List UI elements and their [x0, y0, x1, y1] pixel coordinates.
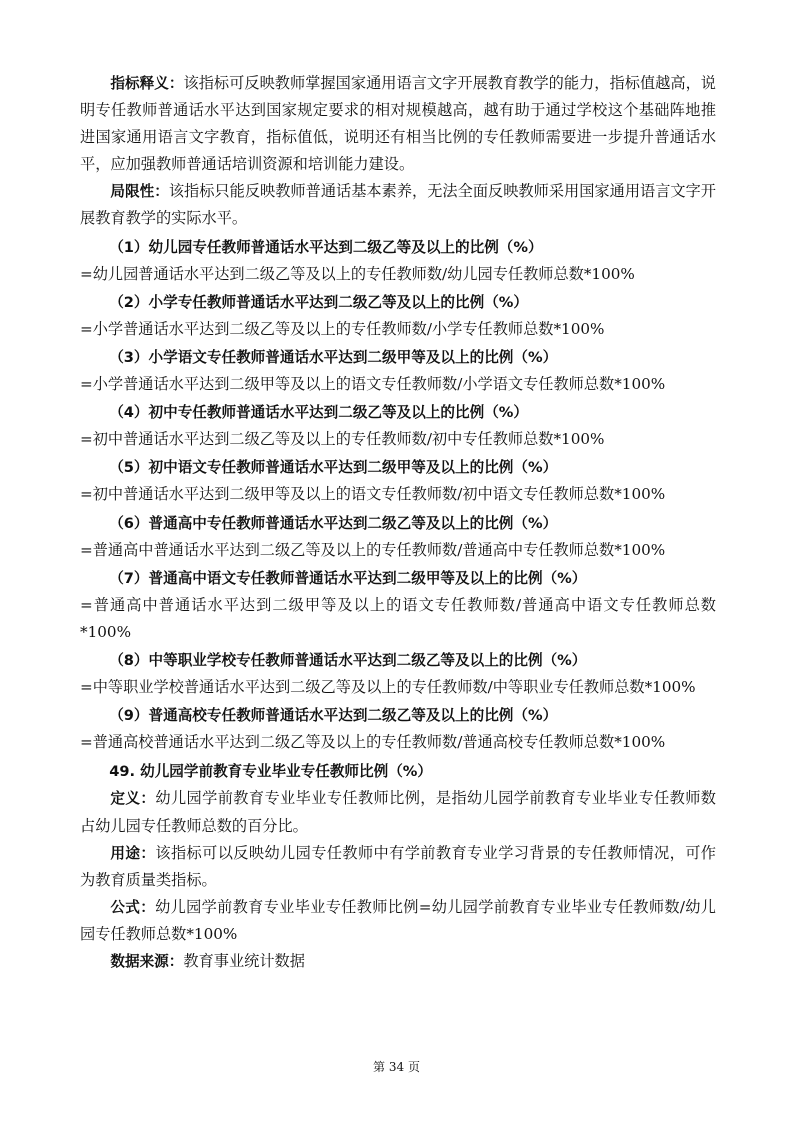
item-1-formula: =幼儿园普通话水平达到二级乙等及以上的专任教师数/幼儿园专任教师总数*100%: [80, 264, 635, 283]
item-4-formula: =初中普通话水平达到二级乙等及以上的专任教师数/初中专任教师总数*100%: [80, 430, 605, 449]
usage-text: 该指标可以反映幼儿园专任教师中有学前教育专业学习背景的专任教师情况，可作为教育质量类指标。: [80, 843, 716, 889]
item-4-title: （4）初中专任教师普通话水平达到二级乙等及以上的比例（%）: [109, 404, 528, 422]
formula-text: 幼儿园学前教育专业毕业专任教师比例=幼儿园学前教育专业毕业专任教师数/幼儿园专任教师总数*100%: [80, 897, 716, 943]
item-2-title: （2）小学专任教师普通话水平达到二级乙等及以上的比例（%）: [109, 293, 528, 311]
source-text: 教育事业统计数据: [183, 952, 305, 970]
item-5-formula: =初中普通话水平达到二级甲等及以上的语文专任教师数/初中语文专任教师总数*100%: [80, 485, 666, 504]
explanation-paragraph: [80, 70, 716, 178]
usage-paragraph: [80, 840, 716, 894]
item-6-formula: =普通高中普通话水平达到二级乙等及以上的专任教师数/普通高中专任教师总数*100%: [80, 540, 666, 559]
section-49-title: 49. 幼儿园学前教育专业毕业专任教师比例（%）: [109, 763, 433, 781]
item-1-title: （1）幼儿园专任教师普通话水平达到二级乙等及以上的比例（%）: [109, 238, 543, 256]
limitation-text: 该指标只能反映教师普通话基本素养，无法全面反映教师采用国家通用语言文字开展教育教学的实际水平。: [80, 182, 716, 228]
formula-paragraph: [80, 894, 716, 948]
explanation-label: 指标释义：: [110, 75, 184, 92]
definition-paragraph: [80, 785, 716, 839]
limitation-label: 局限性：: [110, 183, 169, 201]
definition-label: 定义：: [110, 790, 156, 808]
usage-label: 用途：: [110, 844, 156, 862]
item-8-formula: =中等职业学校普通话水平达到二级乙等及以上的专任教师数/中等职业专任教师总数*100%: [80, 678, 696, 697]
item-9-title: （9）普通高校专任教师普通话水平达到二级乙等及以上的比例（%）: [109, 707, 558, 725]
source-paragraph: [80, 948, 716, 975]
page-number: 第 34 页: [373, 1060, 420, 1074]
limitation-paragraph: [80, 178, 716, 232]
explanation-text: 该指标可反映教师掌握国家通用语言文字开展教育教学的能力，指标值越高，说明专任教师普通话水平达到国家规定要求的相对规模越高，越有助于通过学校这个基础阵地推进国家通用语言文字教育，指标值低，说明还有相当比例的专任教师需要进一步提升普通话水平，应加强教师普通话培训资源和培训能力建设。: [80, 74, 716, 174]
source-label: 数据来源：: [110, 953, 184, 970]
definition-text: 幼儿园学前教育专业毕业专任教师比例，是指幼儿园学前教育专业毕业专任教师数占幼儿园专任教师总数的百分比。: [80, 789, 716, 835]
item-3-formula: =小学普通话水平达到二级甲等及以上的语文专任教师数/小学语文专任教师总数*100%: [80, 375, 666, 394]
item-8-title: （8）中等职业学校专任教师普通话水平达到二级乙等及以上的比例（%）: [109, 651, 587, 669]
item-7-title: （7）普通高中语文专任教师普通话水平达到二级甲等及以上的比例（%）: [109, 569, 587, 587]
formula-label: 公式：: [110, 898, 156, 916]
item-5-title: （5）初中语文专任教师普通话水平达到二级甲等及以上的比例（%）: [109, 459, 558, 477]
item-2-formula: =小学普通话水平达到二级乙等及以上的专任教师数/小学专任教师总数*100%: [80, 319, 605, 338]
item-3-title: （3）小学语文专任教师普通话水平达到二级甲等及以上的比例（%）: [109, 348, 558, 366]
item-9-formula: =普通高校普通话水平达到二级乙等及以上的专任教师数/普通高校专任教师总数*100%: [80, 733, 666, 752]
item-7-formula: =普通高中普通话水平达到二级甲等及以上的语文专任教师数/普通高中语文专任教师总数*100%: [80, 595, 716, 641]
page-content: [80, 70, 716, 975]
item-6-title: （6）普通高中专任教师普通话水平达到二级乙等及以上的比例（%）: [109, 514, 558, 532]
